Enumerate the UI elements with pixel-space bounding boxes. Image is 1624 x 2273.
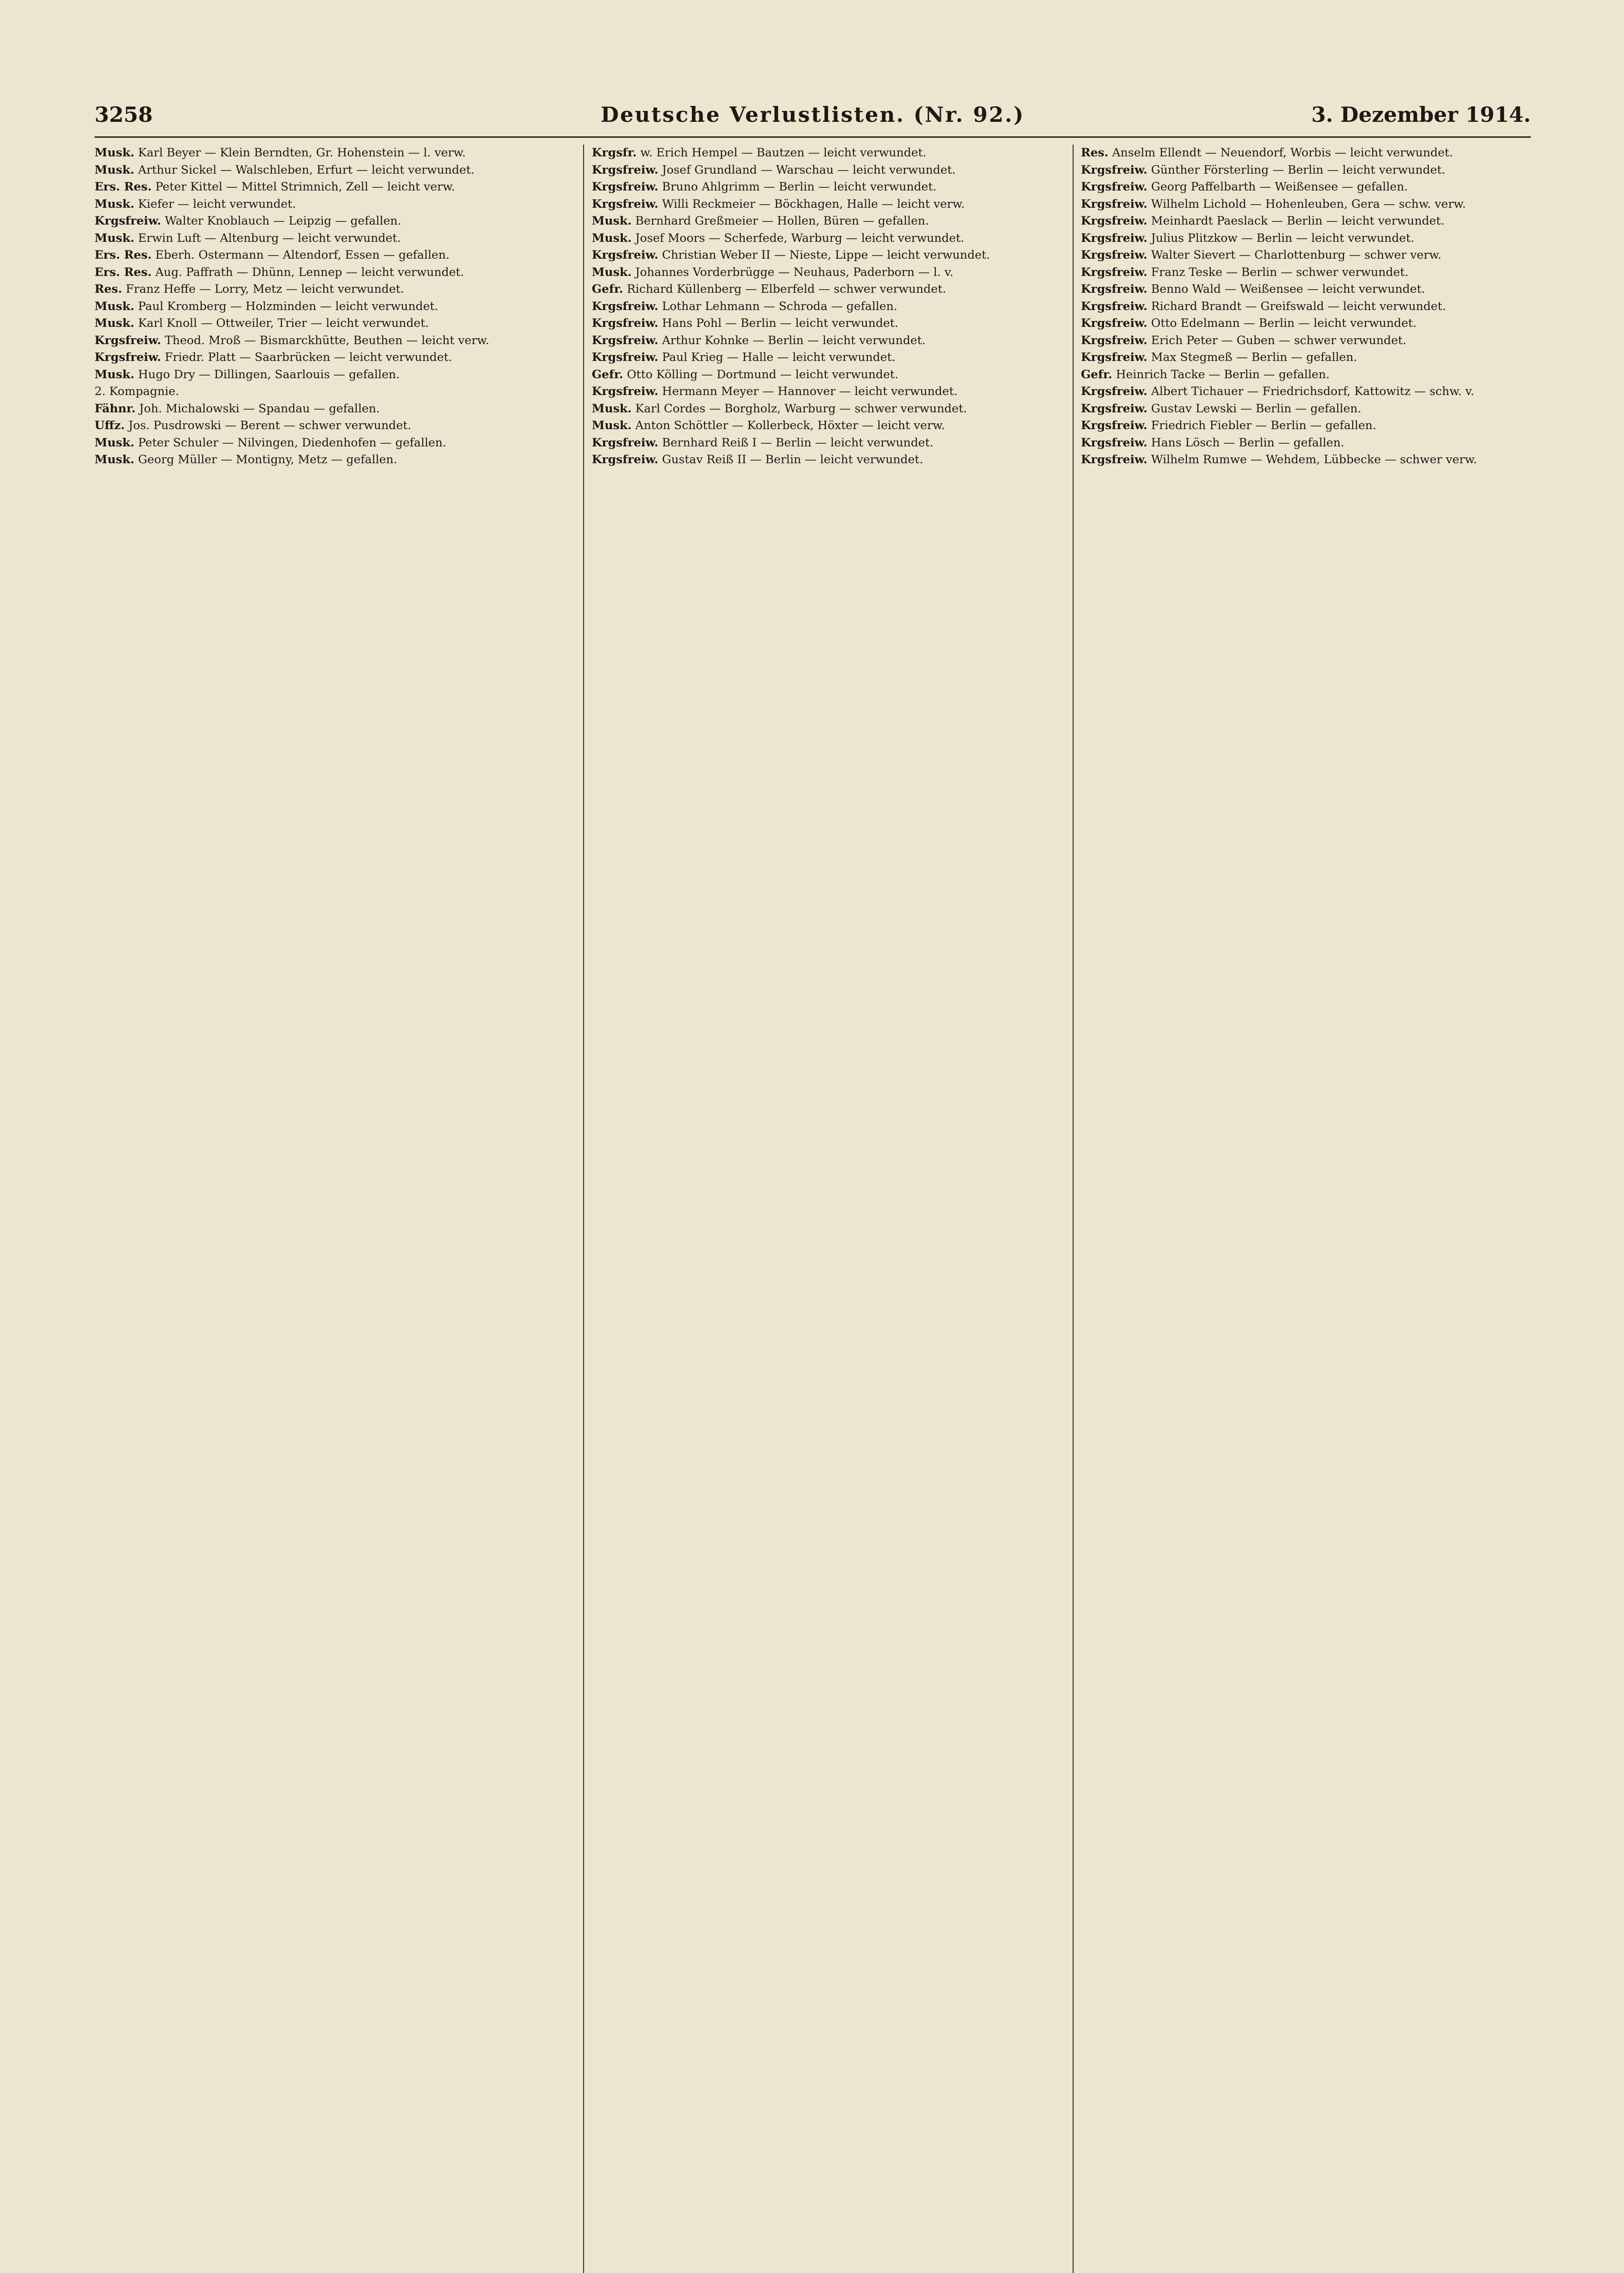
casualty-entry	[95, 230, 560, 247]
entry-text: Peter Schuler — Nilvingen, Diedenhofen — gefallen.	[138, 436, 446, 450]
entry-text: Willi Reckmeier — Böckhagen, Halle — leicht verw.	[662, 197, 965, 211]
casualty-entry	[95, 366, 560, 384]
entry-text: w. Erich Hempel — Bautzen — leicht verwundet.	[640, 146, 927, 160]
casualty-entry	[592, 196, 1058, 213]
issue-date: 3. Dezember 1914.	[1311, 102, 1531, 127]
column-divider	[1073, 145, 1074, 2273]
entry-text: Günther Försterling — Berlin — leicht verwundet.	[1151, 163, 1446, 177]
column-left	[95, 145, 560, 469]
casualty-entry	[95, 349, 560, 366]
casualty-entry	[592, 332, 1058, 350]
casualty-entry	[1081, 451, 1547, 469]
casualty-entry	[592, 264, 1058, 281]
entry-separator	[623, 282, 627, 296]
entry-rank: Musk.	[592, 419, 632, 432]
casualty-entry	[592, 435, 1058, 452]
entry-text: Walter Knoblauch — Leipzig — gefallen.	[165, 214, 401, 228]
entry-rank: Musk.	[592, 231, 632, 245]
casualty-entry	[95, 247, 560, 264]
entry-text: Meinhardt Paeslack — Berlin — leicht verwundet.	[1151, 214, 1445, 228]
casualty-entry	[95, 179, 560, 196]
entry-separator	[632, 265, 635, 279]
casualty-entry	[95, 435, 560, 452]
casualty-entry	[592, 315, 1058, 332]
entry-text: Anton Schöttler — Kollerbeck, Höxter — leicht verw.	[635, 419, 945, 432]
entry-text: Otto Edelmann — Berlin — leicht verwundet.	[1151, 316, 1417, 330]
casualty-entry	[95, 417, 560, 435]
entry-rank: Krgsfreiw.	[592, 180, 659, 194]
entry-rank: Ers. Res.	[95, 180, 152, 194]
entry-rank: Krgsfreiw.	[1081, 231, 1148, 245]
entry-rank: Musk.	[95, 163, 135, 177]
entry-rank: Krgsfreiw.	[1081, 197, 1148, 211]
entry-rank: Krgsfreiw.	[1081, 436, 1148, 450]
header-rule	[95, 136, 1531, 138]
casualty-entry	[592, 417, 1058, 435]
entry-text: Kiefer — leicht verwundet.	[138, 197, 296, 211]
entry-rank: Krgsfreiw.	[95, 214, 161, 228]
entry-rank: Res.	[1081, 146, 1109, 160]
entry-separator	[623, 368, 627, 381]
casualty-entry	[592, 162, 1058, 179]
casualty-entry	[1081, 162, 1547, 179]
entry-text: Richard Brandt — Greifswald — leicht verwundet.	[1151, 299, 1446, 313]
entry-rank: Musk.	[95, 436, 135, 450]
entry-text: Josef Moors — Scherfede, Warburg — leicht verwundet.	[635, 231, 964, 245]
entry-text: Hugo Dry — Dillingen, Saarlouis — gefallen.	[138, 367, 400, 381]
entry-text: Joh. Michalowski — Spandau — gefallen.	[139, 401, 380, 416]
entry-rank: Krgsfreiw.	[1081, 385, 1148, 398]
entry-rank: Musk.	[95, 316, 135, 330]
entry-separator	[135, 163, 138, 177]
entry-separator	[1109, 146, 1112, 160]
casualty-entry	[95, 196, 560, 213]
entry-text: Christian Weber II — Nieste, Lippe — leicht verwundet.	[662, 248, 990, 262]
casualty-entry	[592, 401, 1058, 418]
entry-rank: Gefr.	[592, 367, 623, 381]
entry-separator	[135, 300, 138, 313]
casualty-entry	[592, 281, 1058, 298]
entry-text: Walter Sievert — Charlottenburg — schwer verw.	[1151, 248, 1442, 262]
entry-text: Johannes Vorderbrügge — Neuhaus, Paderborn — l. v.	[635, 265, 954, 279]
entry-rank: Krgsfreiw.	[592, 453, 659, 466]
entry-separator	[632, 419, 635, 432]
entry-rank: Musk.	[95, 453, 135, 466]
column-divider	[583, 145, 584, 2273]
entry-separator	[122, 282, 126, 296]
page-number: 3258	[95, 102, 153, 127]
entry-rank: Musk.	[592, 401, 632, 416]
entry-separator	[152, 248, 155, 262]
casualty-entry	[1081, 366, 1547, 384]
entry-rank: Musk.	[592, 265, 632, 279]
casualty-entry	[1081, 230, 1547, 247]
entry-rank: Krgsfreiw.	[592, 316, 659, 330]
casualty-entry	[1081, 298, 1547, 315]
entry-rank: Krgsfreiw.	[1081, 316, 1148, 330]
entry-rank: Krgsfreiw.	[1081, 265, 1148, 279]
entry-text: Jos. Pusdrowski — Berent — schwer verwundet.	[128, 419, 411, 432]
casualty-entry	[1081, 247, 1547, 264]
entry-separator	[135, 368, 138, 381]
entry-text: Richard Küllenberg — Elberfeld — schwer verwundet.	[627, 282, 946, 296]
casualty-entry	[1081, 349, 1547, 366]
entry-separator	[637, 146, 640, 160]
entry-text: Hermann Meyer — Hannover — leicht verwundet.	[662, 385, 958, 398]
entry-text: Friedrich Fiebler — Berlin — gefallen.	[1151, 419, 1376, 432]
entry-text: Erwin Luft — Altenburg — leicht verwundet.	[138, 231, 401, 245]
casualty-entry	[592, 145, 1058, 162]
entry-text: Hans Pohl — Berlin — leicht verwundet.	[662, 316, 899, 330]
entry-text: Lothar Lehmann — Schroda — gefallen.	[662, 299, 898, 313]
casualty-entry	[95, 281, 560, 298]
entry-rank: Krgsfreiw.	[95, 350, 161, 364]
casualty-entry	[95, 213, 560, 230]
entry-text: Theod. Mroß — Bismarckhütte, Beuthen — leicht verw.	[165, 333, 490, 347]
casualty-entry	[1081, 417, 1547, 435]
entry-text: Anselm Ellendt — Neuendorf, Worbis — leicht verwundet.	[1112, 146, 1453, 160]
entry-rank: Krgsfreiw.	[592, 436, 659, 450]
entry-rank: Krgsfreiw.	[592, 197, 659, 211]
entry-text: Heinrich Tacke — Berlin — gefallen.	[1116, 367, 1330, 381]
entry-text: Bernhard Reiß I — Berlin — leicht verwundet.	[662, 436, 934, 450]
casualty-entry	[1081, 196, 1547, 213]
entry-rank: Fähnr.	[95, 401, 136, 416]
entry-text: Albert Tichauer — Friedrichsdorf, Kattowitz — schw. v.	[1151, 385, 1474, 398]
entry-separator	[1112, 368, 1116, 381]
entry-text: Bernhard Greßmeier — Hollen, Büren — gefallen.	[635, 214, 929, 228]
entry-separator	[135, 436, 138, 450]
entry-rank: Krgsfreiw.	[1081, 180, 1148, 194]
entry-separator	[632, 231, 635, 245]
entry-separator	[632, 402, 635, 416]
casualty-entry	[1081, 213, 1547, 230]
entry-rank: Krgsfreiw.	[1081, 453, 1148, 466]
entry-text: Peter Kittel — Mittel Strimnich, Zell — leicht verw.	[155, 180, 455, 194]
entry-rank: Krgsfreiw.	[1081, 350, 1148, 364]
entry-text: Karl Cordes — Borgholz, Warburg — schwer verwundet.	[635, 401, 967, 416]
entry-rank: Krgsfreiw.	[1081, 163, 1148, 177]
casualty-entry	[592, 179, 1058, 196]
page-title: Deutsche Verlustlisten. (Nr. 92.)	[600, 102, 1025, 127]
entry-text: Gustav Lewski — Berlin — gefallen.	[1151, 401, 1362, 416]
entry-text: Georg Paffelbarth — Weißensee — gefallen.	[1151, 180, 1408, 194]
entry-rank: Gefr.	[592, 282, 623, 296]
entry-text: Wilhelm Lichold — Hohenleuben, Gera — schw. verw.	[1151, 197, 1466, 211]
entry-rank: Musk.	[95, 197, 135, 211]
entry-text: Arthur Kohnke — Berlin — leicht verwundet.	[662, 333, 926, 347]
casualty-entry	[1081, 383, 1547, 401]
entry-text: Wilhelm Rumwe — Wehdem, Lübbecke — schwer verw.	[1151, 453, 1477, 466]
entry-rank: Res.	[95, 282, 122, 296]
casualty-entry	[1081, 435, 1547, 452]
casualty-entry	[592, 366, 1058, 384]
entry-separator	[152, 265, 155, 279]
entry-text: Eberh. Ostermann — Altendorf, Essen — gefallen.	[155, 248, 450, 262]
casualty-entry	[1081, 264, 1547, 281]
entry-rank: Krgsfreiw.	[592, 385, 659, 398]
entry-rank: Musk.	[592, 214, 632, 228]
entry-rank: Krgsfreiw.	[1081, 214, 1148, 228]
entry-rank: Krgsfreiw.	[592, 248, 659, 262]
entry-rank: Krgsfreiw.	[1081, 333, 1148, 347]
casualty-entry	[1081, 332, 1547, 350]
entry-separator	[152, 180, 155, 194]
entry-separator	[135, 316, 138, 330]
entry-text: Julius Plitzkow — Berlin — leicht verwundet.	[1151, 231, 1414, 245]
entry-rank: Krgsfreiw.	[592, 163, 659, 177]
casualty-entry	[1081, 281, 1547, 298]
entry-separator	[135, 197, 138, 211]
casualty-entry	[1081, 315, 1547, 332]
casualty-entry	[95, 401, 560, 418]
entry-text: Josef Grundland — Warschau — leicht verwundet.	[662, 163, 956, 177]
casualty-entry	[592, 383, 1058, 401]
entry-separator	[632, 214, 635, 228]
entry-text: Friedr. Platt — Saarbrücken — leicht verwundet.	[165, 350, 452, 364]
entry-rank: Ers. Res.	[95, 248, 152, 262]
entry-rank: Gefr.	[1081, 367, 1112, 381]
entry-text: Aug. Paffrath — Dhünn, Lennep — leicht verwundet.	[155, 265, 465, 279]
entry-text: Paul Krieg — Halle — leicht verwundet.	[662, 350, 896, 364]
casualty-entry	[592, 230, 1058, 247]
column-middle	[592, 145, 1058, 469]
casualty-entry	[95, 145, 560, 162]
entry-text: 2. Kompagnie.	[95, 385, 179, 398]
entry-rank: Musk.	[95, 367, 135, 381]
entry-text: Benno Wald — Weißensee — leicht verwundet.	[1151, 282, 1425, 296]
entry-rank: Krgsfreiw.	[592, 299, 659, 313]
entry-separator	[125, 419, 129, 432]
entry-text: Arthur Sickel — Walschleben, Erfurt — leicht verwundet.	[138, 163, 475, 177]
column-right	[1081, 145, 1547, 469]
entry-text: Bruno Ahlgrimm — Berlin — leicht verwundet.	[662, 180, 937, 194]
casualty-entry	[95, 264, 560, 281]
casualty-entry	[592, 349, 1058, 366]
entry-text: Karl Knoll — Ottweiler, Trier — leicht verwundet.	[138, 316, 429, 330]
entry-text: Hans Lösch — Berlin — gefallen.	[1151, 436, 1344, 450]
casualty-entry	[95, 298, 560, 315]
entry-rank: Ers. Res.	[95, 265, 152, 279]
entry-rank: Krgsfreiw.	[1081, 299, 1148, 313]
casualty-entry	[592, 298, 1058, 315]
entry-rank: Krgsfreiw.	[592, 350, 659, 364]
casualty-entry	[592, 213, 1058, 230]
entry-rank: Krgsfreiw.	[592, 333, 659, 347]
entry-separator	[135, 231, 138, 245]
casualty-entry	[95, 315, 560, 332]
casualty-entry	[1081, 179, 1547, 196]
casualty-entry	[95, 383, 560, 401]
entry-text: Erich Peter — Guben — schwer verwundet.	[1151, 333, 1407, 347]
entry-separator	[135, 146, 138, 160]
casualty-entry	[592, 451, 1058, 469]
entry-text: Gustav Reiß II — Berlin — leicht verwundet.	[662, 453, 923, 466]
casualty-entry	[95, 451, 560, 469]
entry-rank: Uffz.	[95, 419, 125, 432]
entry-rank: Musk.	[95, 146, 135, 160]
entry-rank: Musk.	[95, 299, 135, 313]
entry-text: Georg Müller — Montigny, Metz — gefallen.	[138, 453, 397, 466]
page-header	[95, 101, 1531, 133]
casualty-entry	[95, 162, 560, 179]
entry-text: Paul Kromberg — Holzminden — leicht verwundet.	[138, 299, 439, 313]
entry-text: Franz Heffe — Lorry, Metz — leicht verwundet.	[125, 282, 405, 296]
entry-text: Franz Teske — Berlin — schwer verwundet.	[1151, 265, 1409, 279]
entry-rank: Krgsfreiw.	[1081, 401, 1148, 416]
entry-separator	[135, 453, 138, 466]
casualty-entry	[592, 247, 1058, 264]
entry-rank: Krgsfr.	[592, 146, 637, 160]
entry-rank: Krgsfreiw.	[1081, 282, 1148, 296]
entry-rank: Krgsfreiw.	[1081, 248, 1148, 262]
casualty-entry	[1081, 401, 1547, 418]
entry-rank: Krgsfreiw.	[1081, 419, 1148, 432]
casualty-entry	[1081, 145, 1547, 162]
entry-text: Max Stegmeß — Berlin — gefallen.	[1151, 350, 1357, 364]
entry-text: Karl Beyer — Klein Berndten, Gr. Hohenstein — l. verw.	[138, 146, 466, 160]
entry-text: Otto Kölling — Dortmund — leicht verwundet.	[627, 367, 899, 381]
casualty-entry	[95, 332, 560, 350]
entry-rank: Krgsfreiw.	[95, 333, 161, 347]
entry-rank: Musk.	[95, 231, 135, 245]
